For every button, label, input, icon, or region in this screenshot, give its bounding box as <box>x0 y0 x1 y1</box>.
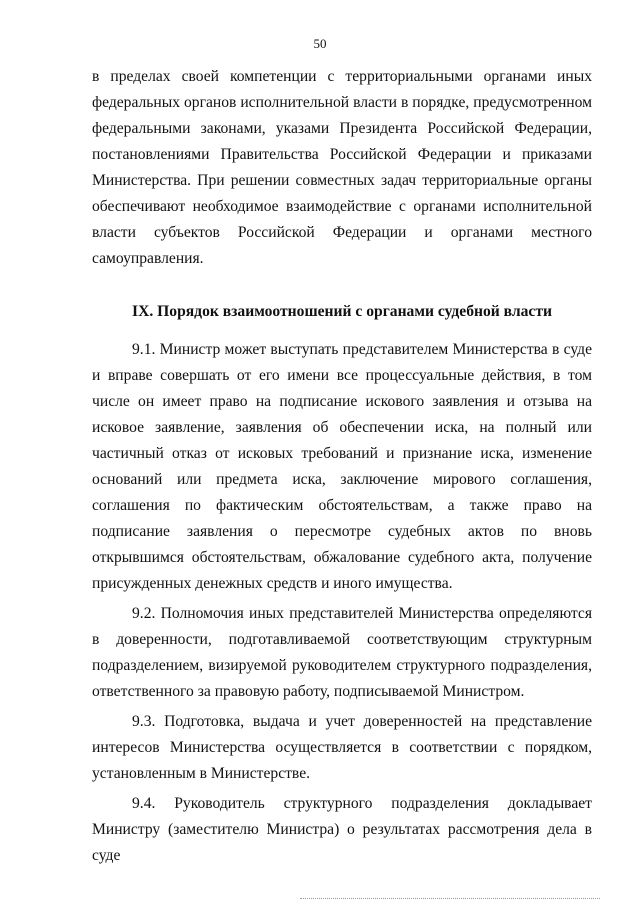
page-number: 50 <box>313 36 327 51</box>
section-heading: IX. Порядок взаимоотношений с органами судебной власти <box>132 303 552 320</box>
paragraph-9-1: 9.1. Министр может выступать представителем Министерства в суде и вправе совершать от его имени все процессуальные действия, в том числе он имеет право на подписание искового заявления и отзыва на исковое заявление, заявления об обеспечении иска, на полный или частичный отказ от исковых требований и признание иска, изменение оснований или предмета иска, заключение мирового соглашения, соглашения по фактическим обстоятельствам, а также право на подписание заявления о пересмотре судебных актов по вновь открывшимся обстоятельствам, обжалование судебного акта, получение присужденных денежных средств и иного имущества. <box>92 341 592 592</box>
scan-edge-rule <box>300 898 600 899</box>
paragraph-9-2: 9.2. Полномочия иных представителей Министерства определяются в доверенности, подготавливаемой соответствующим структурным подразделением, визируемой руководителем структурного подразделения, ответственного за правовую работу, подписываемой Министром. <box>92 605 592 700</box>
paragraph-9-4: 9.4. Руководитель структурного подразделения докладывает Министру (заместителю Министра) о результатах рассмотрения дела в суде <box>92 795 592 864</box>
paragraph-intro: в пределах своей компетенции с территориальными органами иных федеральных органов исполнительной власти в порядке, предусмотренном федеральными законами, указами Президента Российской Федерации, постановлениями Правительства Российской Федерации и приказами Министерства. При решении совместных задач территориальные органы обеспечивают необходимое взаимодействие с органами исполнительной власти субъектов Российской Федерации и органами местного самоуправления. <box>92 68 592 267</box>
paragraph-9-3: 9.3. Подготовка, выдача и учет доверенностей на представление интересов Министерства осуществляется в соответствии с порядком, установленным в Министерстве. <box>92 713 592 782</box>
document-body <box>92 64 592 869</box>
